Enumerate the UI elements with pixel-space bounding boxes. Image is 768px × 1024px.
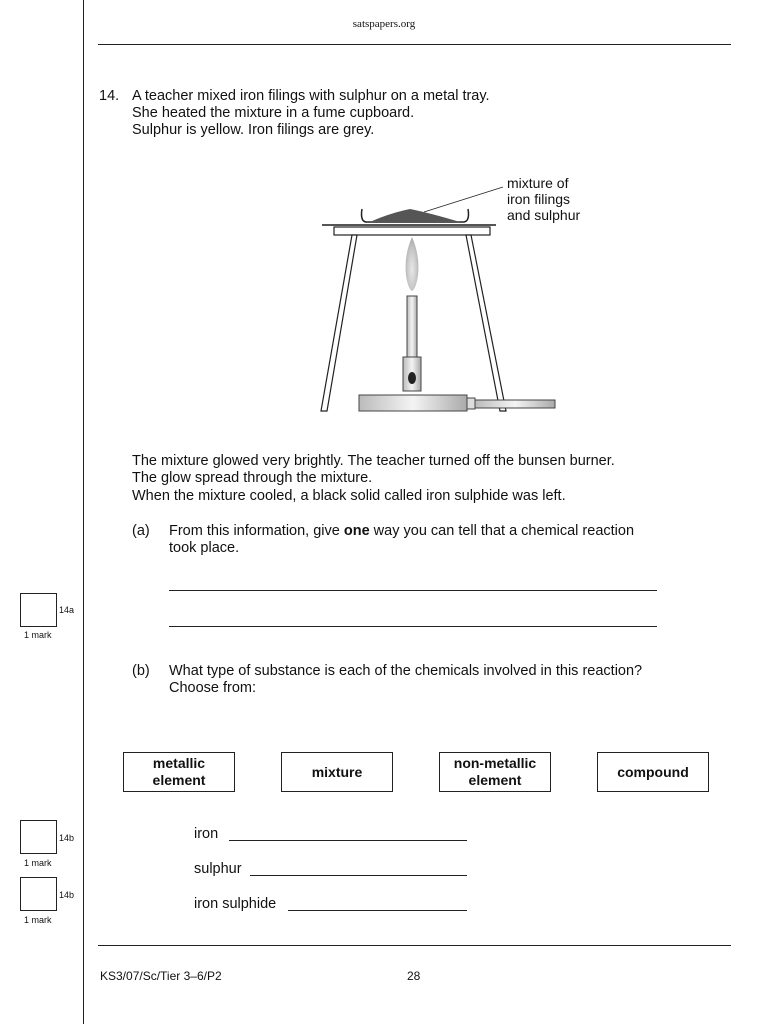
part-a-text: From this information, give one way you can tell that a chemical reaction [169,523,635,539]
margin-line [83,0,84,1024]
answer-line-a-1[interactable] [169,590,657,591]
choice-metallic-element: metallic element [123,752,235,792]
description-line-1: The mixture glowed very brightly. The teacher turned off the bunsen burner. [132,453,615,469]
choice-non-metallic-element: non-metallic element [439,752,551,792]
diagram-label-1: mixture of [507,175,569,191]
burner-base [359,395,467,411]
intro-line-1: A teacher mixed iron filings with sulphur on a metal tray. [132,88,490,104]
tripod-leg-right [466,235,506,411]
footer-rule [98,945,731,946]
description-line-2: The glow spread through the mixture. [132,470,373,486]
part-a-label: (a) [132,523,150,539]
question-number: 14. [99,88,120,104]
answer-label-iron: iron [194,826,219,842]
label-leader-line [424,187,503,212]
mark-label-14b-2: 1 mark [24,915,52,925]
description-line-3: When the mixture cooled, a black solid called iron sulphide was left. [132,488,566,504]
mark-label-14b-1: 1 mark [24,858,52,868]
mark-box-14a[interactable] [20,593,57,627]
answer-line-iron[interactable] [229,840,467,841]
answer-label-sulphur: sulphur [194,861,242,877]
tripod-leg-left [321,235,357,411]
mark-label-14a: 1 mark [24,630,52,640]
mark-ref-14b-2: 14b [59,890,75,900]
burner-barrel [407,296,417,358]
diagram-label-2: iron filings [507,191,571,207]
site-header: satspapers.org [352,18,416,30]
choice-compound: compound [597,752,709,792]
intro-line-3: Sulphur is yellow. Iron filings are grey. [132,122,375,138]
part-b-text-line-2: Choose from: [169,680,257,696]
header-rule [98,44,731,45]
mark-ref-14a: 14a [59,605,75,615]
diagram-label-3: and sulphur [507,207,581,223]
gas-pipe [475,400,555,408]
tripod-top [334,227,490,235]
air-hole [408,372,416,384]
answer-line-a-2[interactable] [169,626,657,627]
part-b-label: (b) [132,663,150,679]
page-number: 28 [407,969,421,983]
answer-line-iron-sulphide[interactable] [288,910,467,911]
footer-code: KS3/07/Sc/Tier 3–6/P2 [100,969,222,983]
intro-line-2: She heated the mixture in a fume cupboard. [132,105,415,121]
flame [406,237,419,291]
choice-mixture: mixture [281,752,393,792]
part-b-text-line-1: What type of substance is each of the chemicals involved in this reaction? [169,663,643,679]
mixture-pile [370,209,460,222]
answer-label-iron-sulphide: iron sulphide [194,896,277,912]
mark-ref-14b-1: 14b [59,833,75,843]
answer-line-sulphur[interactable] [250,875,467,876]
mark-box-14b-2[interactable] [20,877,57,911]
mark-box-14b-1[interactable] [20,820,57,854]
part-a-text-line-2: took place. [169,540,240,556]
